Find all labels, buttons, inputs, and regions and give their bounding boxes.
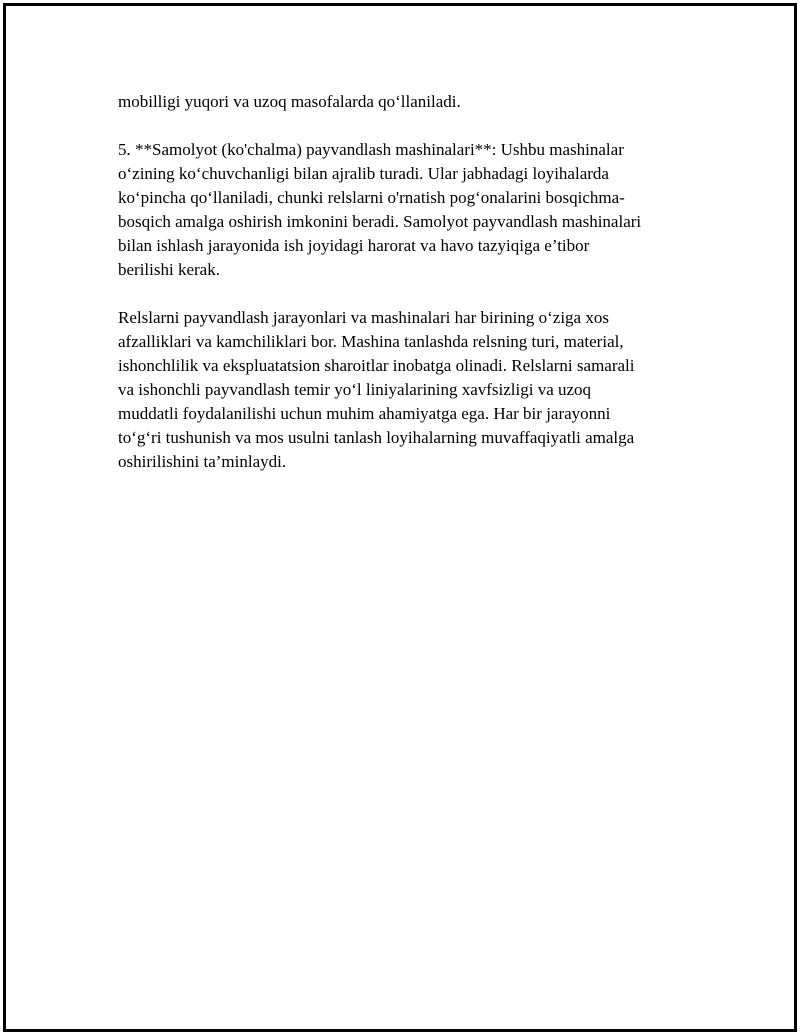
text-line: to‘g‘ri tushunish va mos usulni tanlash loyihalarning muvaffaqiyatli amalga	[118, 428, 635, 447]
text-line: bilan ishlash jarayonida ish joyidagi harorat va havo tazyiqiga e’tibor	[118, 236, 590, 255]
paragraph-2	[118, 138, 698, 282]
text-line: ko‘pincha qo‘llaniladi, chunki relslarni o'rnatish pog‘onalarini bosqichma-	[118, 188, 625, 207]
text-line: afzalliklari va kamchiliklari bor. Mashina tanlashda relsning turi, material,	[118, 332, 624, 351]
text-line: 5. **Samolyot (ko'chalma) payvandlash mashinalari**: Ushbu mashinalar	[118, 140, 624, 159]
text-line: va ishonchli payvandlash temir yo‘l liniyalarining xavfsizligi va uzoq	[118, 380, 592, 399]
text-line: Relslarni payvandlash jarayonlari va mashinalari har birining o‘ziga xos	[118, 308, 609, 327]
paragraph-3	[118, 306, 698, 474]
document-body	[118, 90, 698, 498]
text-line: oshirilishini ta’minlaydi.	[118, 452, 287, 471]
text-line: mobilligi yuqori va uzoq masofalarda qo‘llaniladi.	[118, 92, 461, 111]
text-line: bosqich amalga oshirish imkonini beradi. Samolyot payvandlash mashinalari	[118, 212, 642, 231]
text-line: berilishi kerak.	[118, 260, 220, 279]
paragraph-1	[118, 90, 698, 114]
text-line: o‘zining ko‘chuvchanligi bilan ajralib turadi. Ular jabhadagi loyihalarda	[118, 164, 609, 183]
text-line: muddatli foydalanilishi uchun muhim ahamiyatga ega. Har bir jarayonni	[118, 404, 611, 423]
text-line: ishonchlilik va ekspluatatsion sharoitlar inobatga olinadi. Relslarni samarali	[118, 356, 635, 375]
